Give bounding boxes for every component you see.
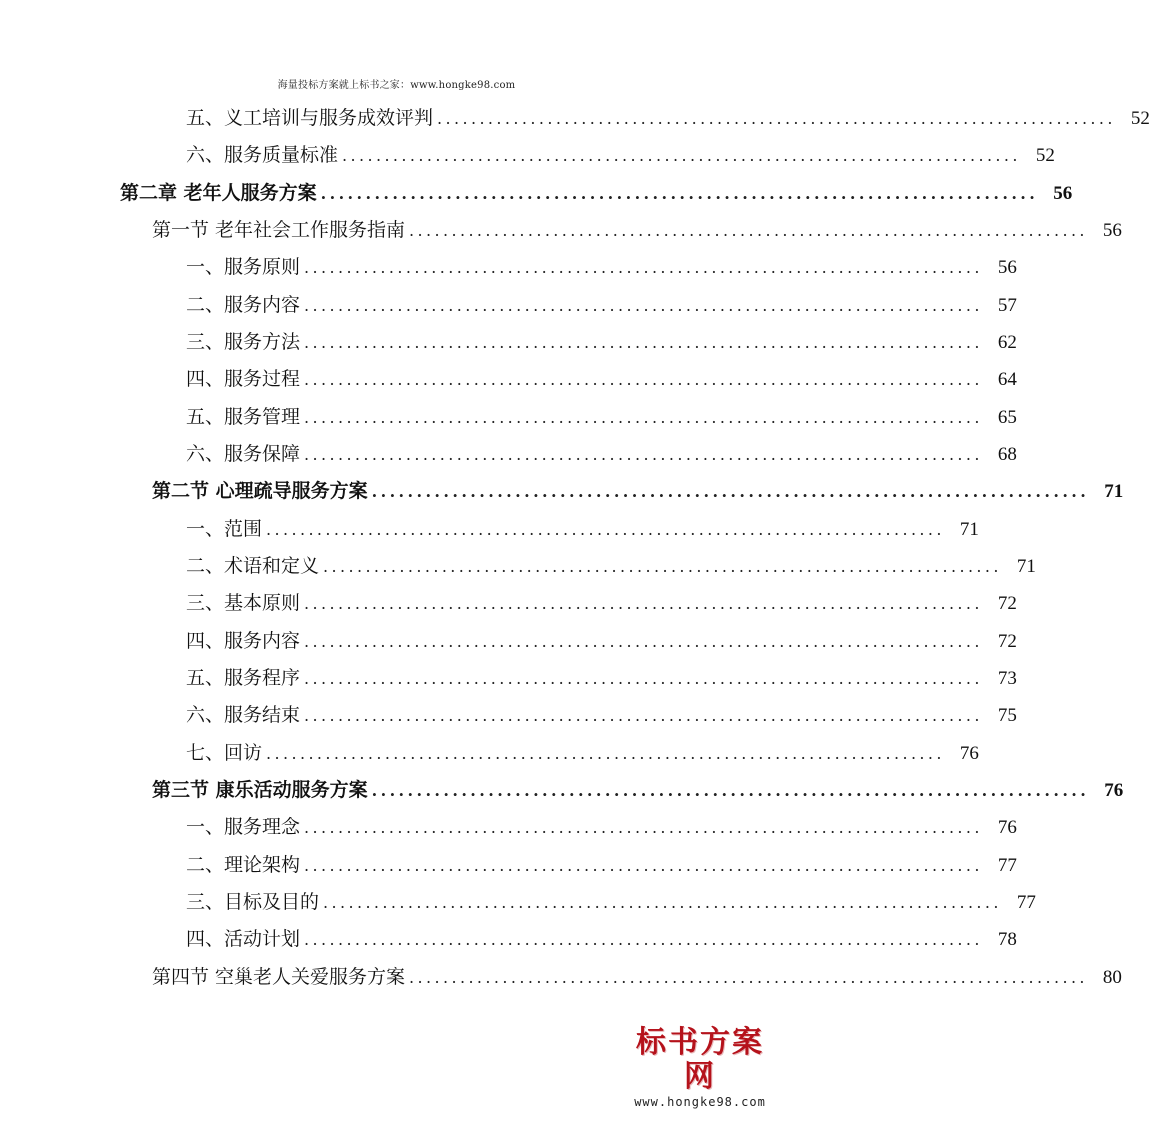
- toc-leader-dots: ................................................................................: [304, 818, 983, 837]
- toc-entry-page: 72: [997, 631, 1017, 652]
- toc-entry[interactable]: [186, 324, 1017, 361]
- toc-leader-dots: ................................................................................: [320, 184, 1039, 203]
- toc-entry-title: 第二章 老年人服务方案: [120, 182, 317, 204]
- toc-entry-page: 73: [997, 668, 1017, 689]
- toc-entry[interactable]: [186, 809, 1017, 846]
- toc-leader-dots: ................................................................................: [304, 408, 983, 427]
- toc-leader-dots: ................................................................................: [371, 482, 1090, 501]
- toc-entry-page: 78: [997, 929, 1017, 950]
- toc-entry-title: 一、服务理念: [186, 816, 301, 838]
- toc-section-entry[interactable]: [152, 772, 1124, 809]
- toc-leader-dots: ................................................................................: [304, 594, 983, 613]
- toc-section-entry[interactable]: [152, 959, 1122, 996]
- toc-entry-title: 第二节 心理疏导服务方案: [152, 480, 368, 502]
- toc-entry-title: 二、术语和定义: [186, 555, 320, 577]
- toc-leader-dots: ................................................................................: [304, 258, 983, 277]
- toc-leader-dots: ................................................................................: [342, 146, 1021, 165]
- toc-leader-dots: ................................................................................: [266, 744, 945, 763]
- page-header: 海量投标方案就上标书之家：www.hongke98.com: [277, 80, 516, 91]
- toc-entry-page: 52: [1130, 108, 1150, 129]
- toc-entry-page: 76: [959, 743, 979, 764]
- toc-leader-dots: ................................................................................: [304, 445, 983, 464]
- toc-entry-title: 三、目标及目的: [186, 891, 320, 913]
- toc-leader-dots: ................................................................................: [304, 706, 983, 725]
- toc-entry[interactable]: [186, 399, 1017, 436]
- toc-entry-title: 四、活动计划: [186, 928, 301, 950]
- toc-entry-page: 65: [997, 407, 1017, 428]
- toc-entry-page: 71: [1016, 556, 1036, 577]
- toc-entry-page: 57: [997, 295, 1017, 316]
- toc-leader-dots: ................................................................................: [323, 893, 1002, 912]
- toc-leader-dots: ................................................................................: [409, 221, 1088, 240]
- toc-leader-dots: ................................................................................: [304, 296, 983, 315]
- toc-leader-dots: ................................................................................: [304, 669, 983, 688]
- toc-entry-page: 76: [997, 817, 1017, 838]
- toc-entry-title: 四、服务过程: [186, 368, 301, 390]
- toc-entry-title: 三、服务方法: [186, 331, 301, 353]
- toc-entry-title: 第一节 老年社会工作服务指南: [152, 219, 406, 241]
- toc-leader-dots: ................................................................................: [304, 930, 983, 949]
- toc-entry-page: 77: [997, 855, 1017, 876]
- toc-leader-dots: ................................................................................: [371, 781, 1090, 800]
- toc-entry-page: 72: [997, 593, 1017, 614]
- toc-entry-page: 56: [997, 257, 1017, 278]
- toc-entry-title: 三、基本原则: [186, 592, 301, 614]
- toc-entry-page: 71: [1104, 481, 1124, 502]
- toc-entry[interactable]: [186, 585, 1017, 622]
- toc-entry[interactable]: [186, 623, 1017, 660]
- toc-entry-title: 第三节 康乐活动服务方案: [152, 779, 368, 801]
- toc-entry[interactable]: [186, 735, 979, 772]
- toc-entry-page: 80: [1102, 967, 1122, 988]
- toc-leader-dots: ................................................................................: [266, 520, 945, 539]
- toc-entry-title: 一、范围: [186, 518, 263, 540]
- toc-entry-page: 77: [1016, 892, 1036, 913]
- toc-leader-dots: ................................................................................: [323, 557, 1002, 576]
- toc-entry-title: 一、服务原则: [186, 256, 301, 278]
- toc-chapter-entry[interactable]: [120, 175, 1073, 212]
- toc-entry-page: 62: [997, 332, 1017, 353]
- toc-entry-title: 六、服务质量标准: [186, 144, 339, 166]
- toc-entry[interactable]: [186, 137, 1055, 174]
- toc-entry-title: 七、回访: [186, 742, 263, 764]
- toc-leader-dots: ................................................................................: [409, 968, 1088, 987]
- toc-entry[interactable]: [186, 249, 1017, 286]
- toc-entry-page: 71: [959, 519, 979, 540]
- toc-entry-page: 64: [997, 369, 1017, 390]
- site-watermark: [625, 1026, 775, 1110]
- toc-entry-title: 二、服务内容: [186, 294, 301, 316]
- toc-entry-page: 68: [997, 444, 1017, 465]
- toc-leader-dots: ................................................................................: [304, 333, 983, 352]
- toc-entry[interactable]: [186, 436, 1017, 473]
- toc-entry[interactable]: [186, 548, 1036, 585]
- toc-entry[interactable]: [186, 287, 1017, 324]
- toc-entry-page: 56: [1102, 220, 1122, 241]
- toc-entry[interactable]: [186, 660, 1017, 697]
- toc-entry-title: 五、服务程序: [186, 667, 301, 689]
- watermark-url: www.hongke98.com: [634, 1095, 766, 1109]
- toc-entry[interactable]: [186, 361, 1017, 398]
- toc-entry-title: 五、服务管理: [186, 406, 301, 428]
- toc-entry-page: 75: [997, 705, 1017, 726]
- toc-entry-title: 四、服务内容: [186, 630, 301, 652]
- toc-entry-page: 52: [1035, 145, 1055, 166]
- toc-entry[interactable]: [186, 847, 1017, 884]
- toc-section-entry[interactable]: [152, 212, 1122, 249]
- toc-leader-dots: ................................................................................: [304, 632, 983, 651]
- toc-entry-title: 五、义工培训与服务成效评判: [186, 107, 434, 129]
- toc-entry[interactable]: [186, 921, 1017, 958]
- toc-section-entry[interactable]: [152, 473, 1124, 510]
- toc-entry-title: 六、服务保障: [186, 443, 301, 465]
- watermark-logo-text: 标书方案网: [636, 1025, 764, 1094]
- toc-entry-page: 76: [1104, 780, 1124, 801]
- toc-leader-dots: ................................................................................: [304, 856, 983, 875]
- toc-entry[interactable]: [186, 100, 1150, 137]
- toc-leader-dots: ................................................................................: [437, 109, 1116, 128]
- toc-entry-page: 56: [1053, 183, 1073, 204]
- toc-entry[interactable]: [186, 697, 1017, 734]
- toc-entry-title: 六、服务结束: [186, 704, 301, 726]
- toc-entry[interactable]: [186, 884, 1036, 921]
- toc-entry-title: 第四节 空巢老人关爱服务方案: [152, 966, 406, 988]
- toc-entry[interactable]: [186, 511, 979, 548]
- toc-leader-dots: ................................................................................: [304, 370, 983, 389]
- toc-entry-title: 二、理论架构: [186, 854, 301, 876]
